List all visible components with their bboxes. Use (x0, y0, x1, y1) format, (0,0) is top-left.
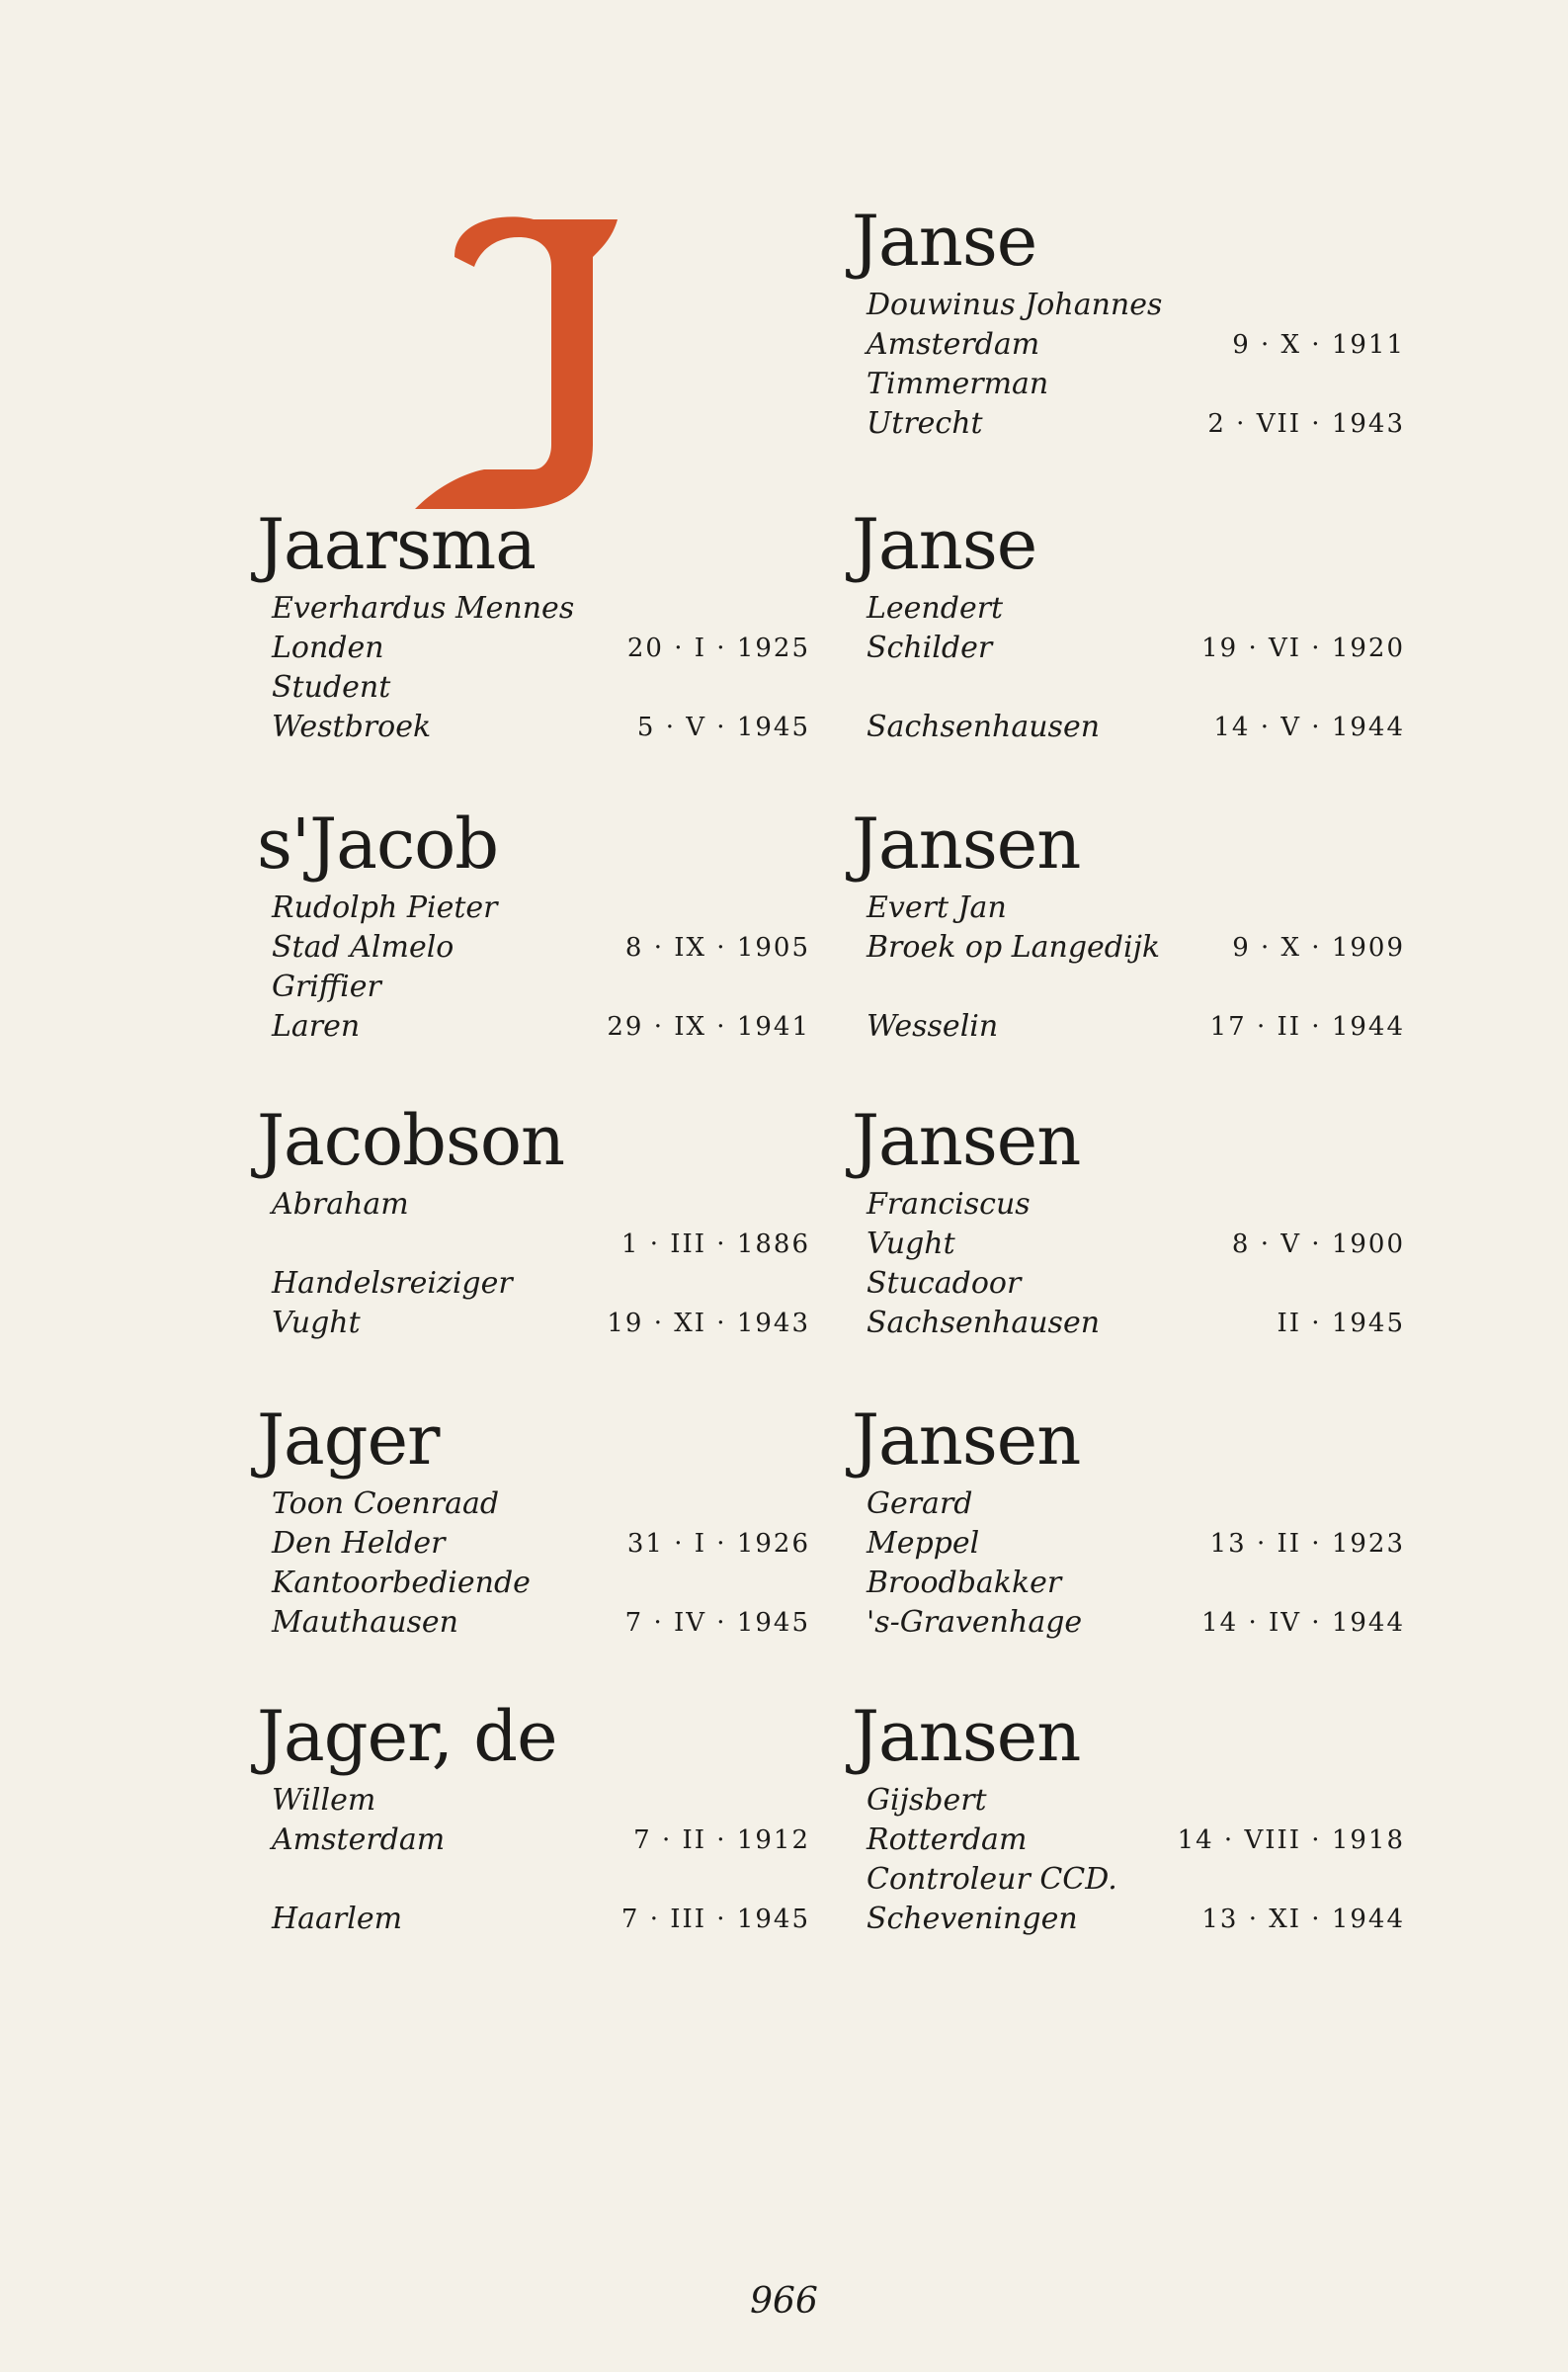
entry-text: Leendert (867, 591, 1004, 626)
entry-row (852, 286, 1405, 325)
entry (852, 1698, 1405, 1939)
entry-row (257, 1007, 810, 1047)
entry-row (257, 1185, 810, 1225)
entry-row (257, 1603, 810, 1643)
entry-row (852, 1603, 1405, 1643)
entry-text: Broek op Langedijk (867, 930, 1161, 965)
entry-text: Wesselin (867, 1009, 999, 1044)
entry-text: Timmerman (867, 367, 1049, 401)
entry-text: Utrecht (867, 406, 983, 441)
entry (257, 1401, 810, 1643)
entry-date: 8 · V · 1900 (1231, 1229, 1405, 1259)
entry-text: Stad Almelo (272, 930, 454, 965)
entry-row (852, 404, 1405, 444)
entry-row (257, 668, 810, 708)
entry-text: Londen (272, 631, 384, 665)
entry-text: Gijsbert (867, 1783, 987, 1818)
entry-date: 14 · IV · 1944 (1201, 1608, 1405, 1638)
decorated-initial-j (415, 208, 632, 514)
entry-text: Griffier (272, 970, 381, 1004)
entry-date: 9 · X · 1909 (1232, 933, 1405, 963)
entry-text: Toon Coenraad (272, 1486, 500, 1521)
entry-row (257, 1524, 810, 1564)
surname: Jansen (852, 804, 1081, 885)
entry-row (257, 629, 810, 668)
entry-row (257, 928, 810, 968)
entry-row (852, 1484, 1405, 1524)
entry (852, 506, 1405, 747)
entry-date: 7 · IV · 1945 (624, 1608, 810, 1638)
entry-text: Handelsreiziger (272, 1266, 513, 1301)
entry-date: 14 · VIII · 1918 (1177, 1825, 1405, 1855)
entry (852, 1102, 1405, 1343)
entry-row (852, 968, 1405, 1007)
entry-text: Student (272, 670, 391, 705)
entry (852, 203, 1405, 444)
entry-date: 19 · VI · 1920 (1201, 634, 1405, 663)
entry-text: Franciscus (867, 1187, 1031, 1222)
entry-text: Evert Jan (867, 890, 1007, 925)
entry-text: Gerard (867, 1486, 973, 1521)
entry-date: II · 1945 (1277, 1309, 1405, 1338)
entry-text: Haarlem (272, 1902, 403, 1936)
entry-date: 7 · II · 1912 (633, 1825, 810, 1855)
entry-row (257, 1564, 810, 1603)
entry-text: Rotterdam (867, 1822, 1028, 1857)
entry-date: 1 · III · 1886 (620, 1229, 810, 1259)
entry (852, 1401, 1405, 1643)
entry-text: Amsterdam (867, 327, 1040, 362)
entry-date: 31 · I · 1926 (626, 1529, 810, 1559)
entry-date: 7 · III · 1945 (620, 1905, 810, 1934)
surname: s'Jacob (257, 804, 499, 885)
entry-row (852, 629, 1405, 668)
surname: Jansen (852, 1399, 1081, 1481)
entry-text: Vught (867, 1227, 955, 1261)
entry-row (852, 1225, 1405, 1264)
entry-row (852, 1900, 1405, 1939)
entry-date: 13 · XI · 1944 (1201, 1905, 1405, 1934)
entry-text: Westbroek (272, 710, 432, 744)
entry-row (257, 708, 810, 747)
entry (257, 805, 810, 1047)
entry (257, 506, 810, 747)
entry-row (852, 1007, 1405, 1047)
entry-text: Sachsenhausen (867, 710, 1101, 744)
entry (257, 1698, 810, 1939)
entry-date: 29 · IX · 1941 (607, 1012, 810, 1042)
entry-text: Amsterdam (272, 1822, 446, 1857)
entry (852, 805, 1405, 1047)
entry-row (257, 1304, 810, 1343)
entry-date: 9 · X · 1911 (1232, 330, 1405, 360)
entry (257, 1102, 810, 1343)
entry-text: Sachsenhausen (867, 1306, 1101, 1340)
entry-text: Abraham (272, 1187, 409, 1222)
entry-text: Controleur CCD. (867, 1862, 1117, 1897)
entry-text: Den Helder (272, 1526, 446, 1561)
entry-date: 2 · VII · 1943 (1207, 409, 1405, 439)
entry-date: 8 · IX · 1905 (624, 933, 810, 963)
entry-text: Laren (272, 1009, 361, 1044)
entry-text: Broodbakker (867, 1566, 1062, 1600)
surname: Jansen (852, 1100, 1081, 1181)
entry-row (852, 1564, 1405, 1603)
entry-row (257, 1860, 810, 1900)
entry-text: Schilder (867, 631, 993, 665)
page-number: 966 (750, 2281, 818, 2322)
entry-row (852, 1860, 1405, 1900)
entry-date: 13 · II · 1923 (1209, 1529, 1405, 1559)
initial-j-stroke (415, 216, 618, 509)
surname: Jager (257, 1399, 440, 1481)
entry-text: Meppel (867, 1526, 980, 1561)
entry-date: 17 · II · 1944 (1209, 1012, 1405, 1042)
entry-row (257, 1900, 810, 1939)
entry-row (257, 968, 810, 1007)
entry-date: 5 · V · 1945 (636, 713, 810, 742)
surname: Janse (852, 201, 1037, 282)
entry-text: Stucadoor (867, 1266, 1022, 1301)
surname: Jager, de (257, 1696, 557, 1777)
entry-row (852, 708, 1405, 747)
entry-row (852, 1185, 1405, 1225)
entry-row (852, 668, 1405, 708)
entry-text: 's-Gravenhage (867, 1605, 1083, 1640)
entry-row (852, 1821, 1405, 1860)
entry-row (852, 325, 1405, 365)
surname: Jaarsma (257, 504, 536, 585)
entry-text: Douwinus Johannes (867, 288, 1163, 322)
entry-row (852, 1264, 1405, 1304)
entry-row (852, 1781, 1405, 1821)
entry-row (257, 1264, 810, 1304)
entry-row (852, 1304, 1405, 1343)
entry-row (257, 1225, 810, 1264)
surname: Jansen (852, 1696, 1081, 1777)
entry-row (852, 1524, 1405, 1564)
entry-text: Kantoorbediende (272, 1566, 531, 1600)
entry-row (852, 365, 1405, 404)
entry-text: Vught (272, 1306, 361, 1340)
entry-date: 14 · V · 1944 (1213, 713, 1405, 742)
entry-row (257, 889, 810, 928)
entry-row (257, 1484, 810, 1524)
entry-text: Willem (272, 1783, 376, 1818)
entry-row (852, 889, 1405, 928)
entry-text: Everhardus Mennes (272, 591, 575, 626)
entry-row (852, 589, 1405, 629)
entry-text: Mauthausen (272, 1605, 458, 1640)
surname: Janse (852, 504, 1037, 585)
entry-date: 19 · XI · 1943 (607, 1309, 810, 1338)
entry-text: Rudolph Pieter (272, 890, 498, 925)
surname: Jacobson (257, 1100, 565, 1181)
entry-row (257, 589, 810, 629)
entry-row (257, 1821, 810, 1860)
entry-date: 20 · I · 1925 (626, 634, 810, 663)
entry-text: Scheveningen (867, 1902, 1078, 1936)
entry-row (852, 928, 1405, 968)
entry-row (257, 1781, 810, 1821)
